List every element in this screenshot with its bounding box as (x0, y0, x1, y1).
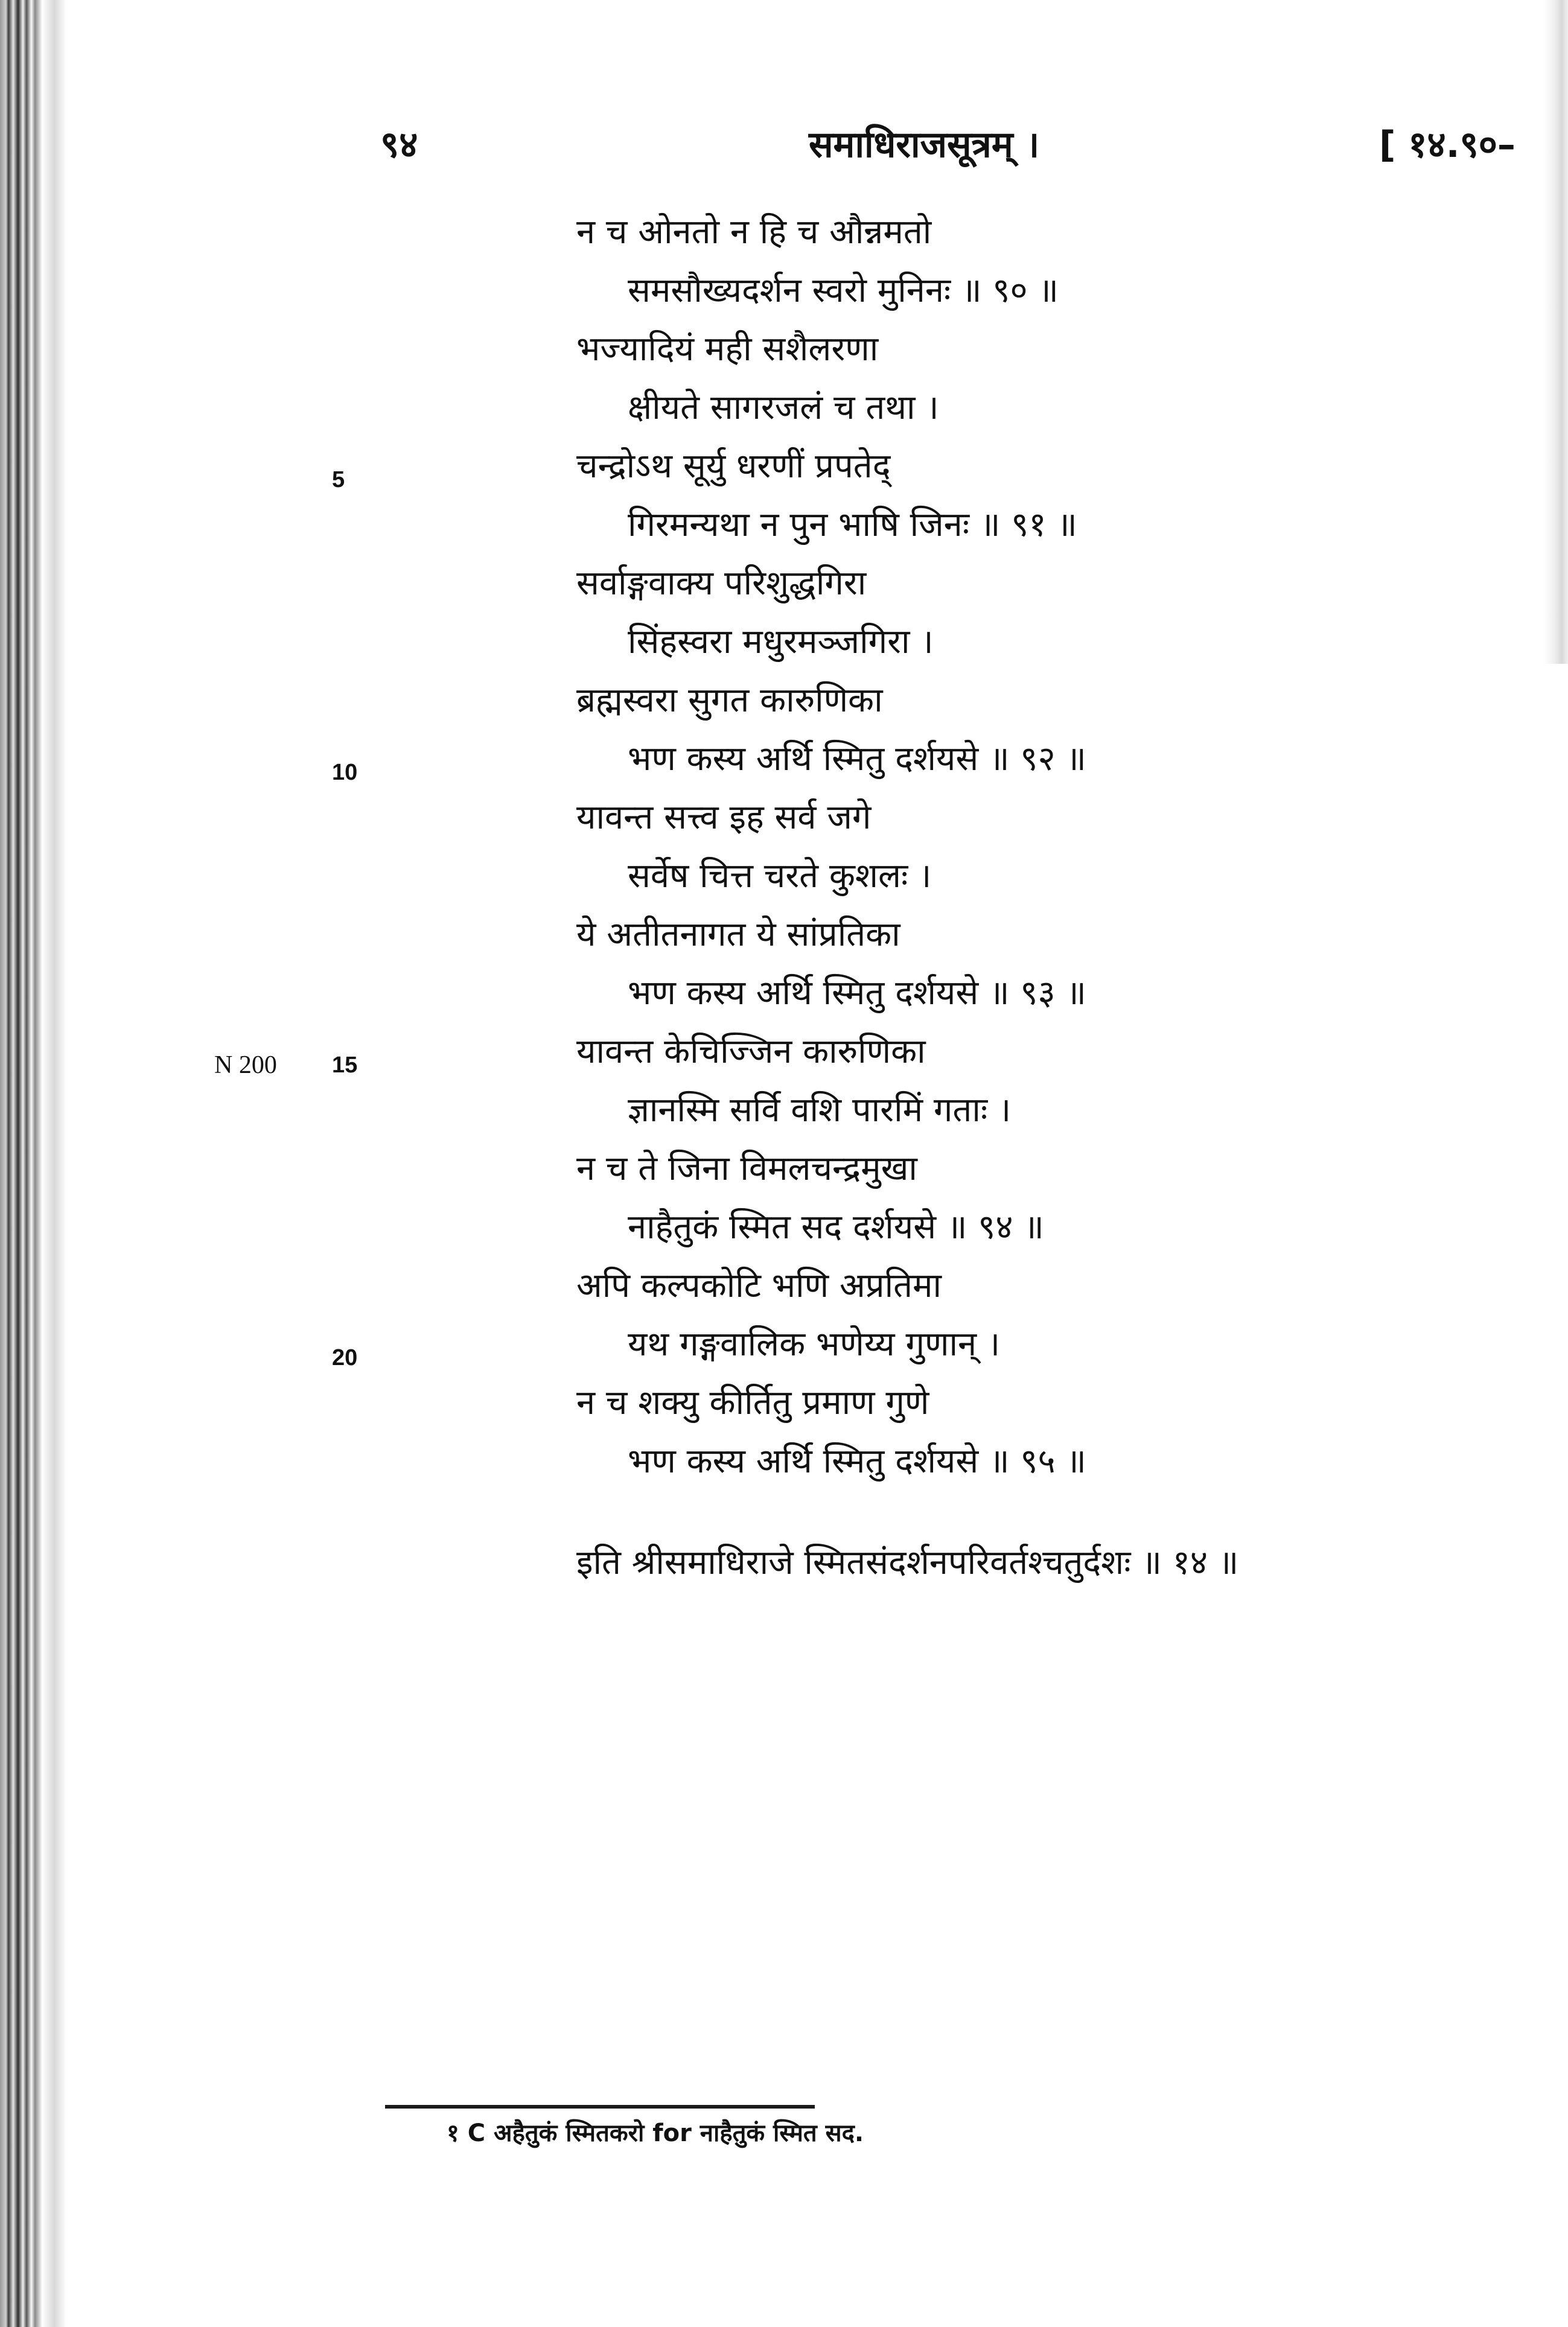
verse-line: ये अतीतनागत ये सांप्रतिका (576, 915, 900, 954)
verse-line: सिंहस्वरा मधुरमञ्जगिरा । (628, 622, 934, 661)
verse-line: न च ओनतो न हि च औन्नमतो (576, 212, 932, 252)
chapter-colophon: इति श्रीसमाधिराजे स्मितसंदर्शनपरिवर्तश्चतुर्दशः ॥ १४ ॥ (576, 1543, 1239, 1582)
verse-line: क्षीयते सागरजलं च तथा । (628, 388, 939, 427)
verse-line: समसौख्यदर्शन स्वरो मुनिनः ॥ ९० ॥ (628, 271, 1059, 310)
running-title: समाधिराजसूत्रम् । (809, 124, 1040, 166)
section-reference: [ १४.९०– (1379, 124, 1515, 166)
verse-line: चन्द्रोऽथ सूर्यु धरणीं प्रपतेद् (576, 447, 891, 486)
verse-line: यथ गङ्गवालिक भणेय्य गुणान् । (628, 1325, 1001, 1364)
line-number: 20 (332, 1345, 358, 1370)
verse-line: न च ते जिना विमलचन्द्रमुखा (576, 1149, 917, 1188)
verse-line: यावन्त सत्त्व इह सर्व जगे (576, 798, 872, 837)
scanned-right-edge (1544, 0, 1568, 664)
verse-line: भण कस्य अर्थि स्मितु दर्शयसे ॥ ९२ ॥ (628, 739, 1086, 778)
line-number: 5 (332, 467, 345, 492)
footnote: १ C अहैतुकं स्मितकरो for नाहैतुकं स्मित सद. (447, 2119, 864, 2147)
manuscript-reference: N 200 (214, 1051, 277, 1079)
verse-line: ब्रह्मस्वरा सुगत कारुणिका (576, 681, 883, 720)
verse-line: नाहैतुकं स्मित सद दर्शयसे ॥ ९४ ॥ (628, 1208, 1044, 1247)
verse-line: यावन्त केचिज्जिन कारुणिका (576, 1032, 926, 1071)
verse-line: भण कस्य अर्थि स्मितु दर्शयसे ॥ ९३ ॥ (628, 973, 1086, 1013)
verse-line: सर्वेष चित्त चरते कुशलः । (628, 856, 932, 896)
verse-line: सर्वाङ्गवाक्य परिशुद्धगिरा (576, 564, 867, 603)
line-number: 15 (332, 1052, 358, 1078)
verse-line: अपि कल्पकोटि भणि अप्रतिमा (576, 1266, 942, 1305)
verse-line: भज्यादियं मही सशैलरणा (576, 329, 879, 369)
verse-line: भण कस्य अर्थि स्मितु दर्शयसे ॥ ९५ ॥ (628, 1442, 1086, 1481)
scanned-binding-edge (0, 0, 91, 2327)
verse-line: न च शक्यु कीर्तितु प्रमाण गुणे (576, 1383, 929, 1422)
page-number: ९४ (380, 124, 418, 166)
verse-line: गिरमन्यथा न पुन भाषि जिनः ॥ ९१ ॥ (628, 505, 1077, 544)
verse-line: ज्ञानस्मि सर्वि वशि पारमिं गताः । (628, 1090, 1012, 1130)
line-number: 10 (332, 760, 358, 785)
footnote-rule (385, 2105, 815, 2109)
